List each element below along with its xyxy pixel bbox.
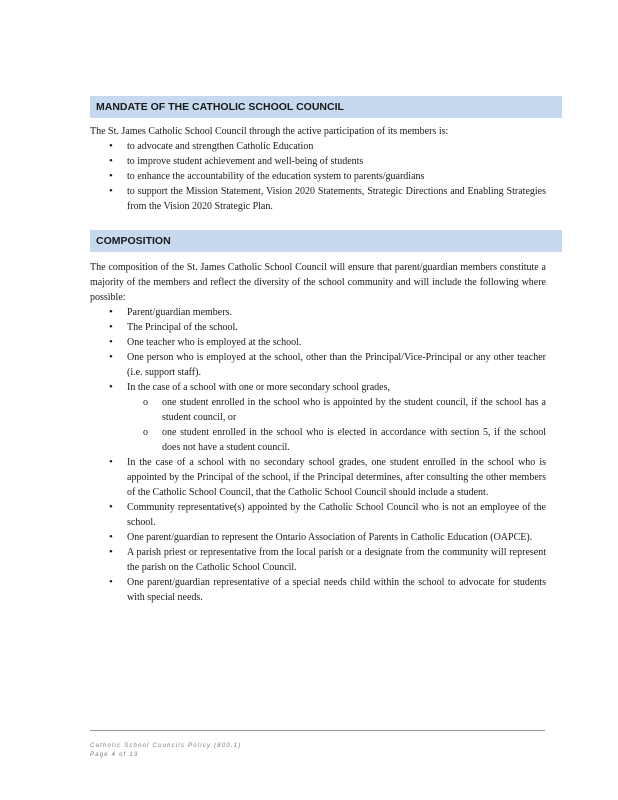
list-item: • to advocate and strengthen Catholic Education (90, 139, 546, 154)
composition-body (90, 260, 546, 605)
mandate-body (90, 124, 546, 214)
list-item: • A parish priest or representative from the local parish or a designate from the community will represent the parish on the Catholic School Council. (90, 545, 546, 575)
list-item-text: In the case of a school with one or more secondary school grades, (127, 382, 390, 393)
list-item: • One parent/guardian to represent the Ontario Association of Parents in Catholic Education (OAPCE). (90, 530, 546, 545)
list-item: • In the case of a school with no secondary school grades, one student enrolled in the school who is appointed by the Principal of the school, if the Principal determines, after consulting the other members of the Catholic School Council, that the Catholic School Council should include a student. (90, 455, 546, 500)
footer-policy: Catholic School Councils Policy (800.1) (90, 743, 242, 749)
list-item: • Community representative(s) appointed by the Catholic School Council who is not an employee of the school. (90, 500, 546, 530)
list-item: • to support the Mission Statement, Vision 2020 Statements, Strategic Directions and Enabling Strategies from the Vision 2020 Strategic Plan. (90, 184, 546, 214)
list-item: • One teacher who is employed at the school. (90, 335, 546, 350)
list-item: • One person who is employed at the school, other than the Principal/Vice-Principal or any other teacher (i.e. support staff). (90, 350, 546, 380)
composition-list (90, 305, 546, 605)
sub-list-item: o one student enrolled in the school who is elected in accordance with section 5, if the school does not have a student council. (90, 425, 546, 455)
list-item: • Parent/guardian members. (90, 305, 546, 320)
list-item: • One parent/guardian representative of a special needs child within the school to advocate for students with special needs. (90, 575, 546, 605)
list-item (90, 380, 546, 455)
composition-intro: The composition of the St. James Catholic School Council will ensure that parent/guardian members constitute a majority of the members and reflect the diversity of the school community and will include the following where possible: (90, 262, 546, 303)
mandate-intro: The St. James Catholic School Council through the active participation of its members is: (90, 126, 449, 137)
sub-list (127, 395, 546, 455)
page-footer (90, 742, 242, 760)
list-item: • to improve student achievement and well-being of students (90, 154, 546, 169)
sub-list-item: o one student enrolled in the school who is appointed by the student council, if the school has a student council, or (90, 395, 546, 425)
list-item: • to enhance the accountability of the education system to parents/guardians (90, 169, 546, 184)
mandate-heading: MANDATE OF THE CATHOLIC SCHOOL COUNCIL (90, 96, 562, 118)
footer-divider (90, 730, 545, 731)
mandate-list (90, 139, 546, 214)
list-item: • The Principal of the school. (90, 320, 546, 335)
composition-heading: COMPOSITION (90, 230, 562, 252)
footer-page-number: Page 4 of 13 (90, 752, 139, 758)
